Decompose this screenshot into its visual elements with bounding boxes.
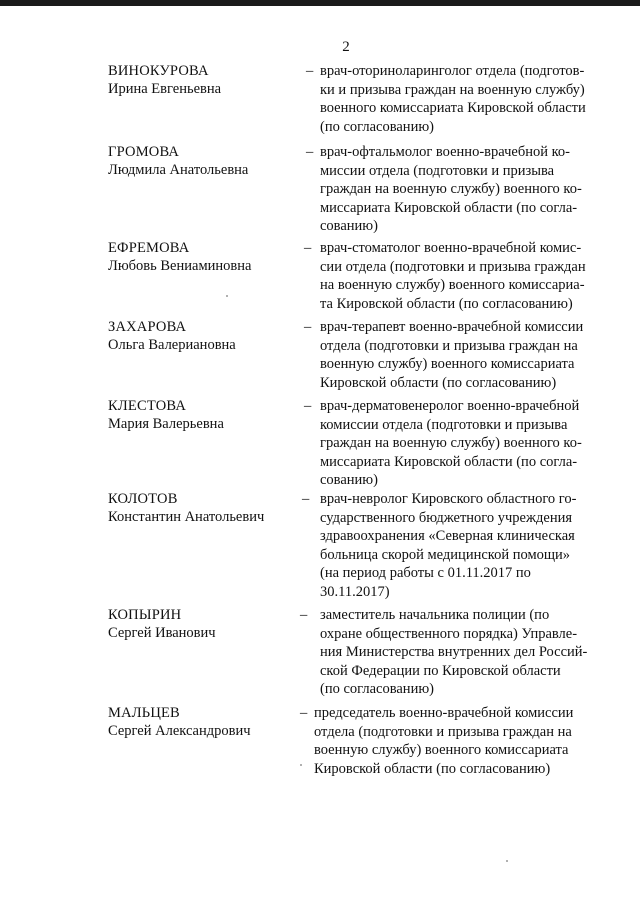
separator-dash: – (306, 144, 314, 160)
person-surname: ЗАХАРОВА (108, 319, 187, 335)
separator-dash: – (302, 491, 310, 507)
page-number: 2 (342, 39, 350, 55)
person-given-name: Людмила Анатольевна (108, 162, 249, 178)
position-description: врач-дерматовенеролог военно-врачебной комиссии отдела (подготовки и призыва граждан на военную службу) военного ко- миссариата Кировской области (по согла- сованию) (320, 398, 582, 488)
person-name (108, 318, 298, 354)
person-name (108, 62, 298, 98)
position-description: врач-стоматолог военно-врачебной комис- сии отдела (подготовки и призыва граждан на военную службу) военного комиссариа- та Кировской области (по согласованию) (320, 240, 586, 312)
list-item (108, 704, 600, 804)
position-description: врач-оториноларинголог отдела (подготов- ки и призыва граждан на военную службу) военного комиссариата Кировской области (по согласованию) (320, 63, 586, 135)
position-description: заместитель начальника полиции (по охране общественного порядка) Управле- ния Министерства внутренних дел Россий- ской Федерации по Кировской области (по согласованию) (320, 607, 588, 697)
separator-dash: – (306, 63, 314, 79)
list-item (108, 143, 600, 243)
position-description: председатель военно-врачебной комиссии отдела (подготовки и призыва граждан на военную службу) военного комиссариата Кировской области (по согласованию) (314, 705, 574, 777)
person-name (108, 490, 298, 526)
top-scan-border (0, 0, 640, 6)
list-item (108, 606, 600, 706)
position-description: врач-терапевт военно-врачебной комиссии отдела (подготовки и призыва граждан на военную службу) военного комиссариата Кировской области (по согласованию) (320, 319, 584, 391)
scan-speck (506, 860, 508, 862)
person-given-name: Константин Анатольевич (108, 509, 265, 525)
person-given-name: Сергей Александрович (108, 723, 251, 739)
separator-dash: – (304, 240, 312, 256)
person-surname: КЛЕСТОВА (108, 398, 187, 414)
person-name (108, 397, 298, 433)
person-name (108, 606, 298, 642)
person-name (108, 143, 298, 179)
scan-speck (300, 764, 302, 766)
list-item (108, 490, 600, 600)
person-surname: ВИНОКУРОВА (108, 63, 209, 79)
separator-dash: – (300, 705, 308, 721)
position-description: врач-офтальмолог военно-врачебной ко- миссии отдела (подготовки и призыва граждан на военную службу) военного ко- миссариата Кировской области (по согла- сованию) (320, 144, 582, 234)
person-given-name: Ирина Евгеньевна (108, 81, 222, 97)
person-surname: КОПЫРИН (108, 607, 182, 623)
person-surname: МАЛЬЦЕВ (108, 705, 180, 721)
person-name (108, 239, 298, 275)
person-surname: КОЛОТОВ (108, 491, 178, 507)
person-given-name: Ольга Валериановна (108, 337, 236, 353)
separator-dash: – (304, 319, 312, 335)
person-surname: ЕФРЕМОВА (108, 240, 190, 256)
separator-dash: – (300, 607, 308, 623)
position-description: врач-невролог Кировского областного го- сударственного бюджетного учреждения здравоохранения «Северная клиническая больница скорой медицинской помощи» (на период работы с 01.11.2017 по 30.11.2017) (320, 491, 577, 600)
person-given-name: Сергей Иванович (108, 625, 216, 641)
person-given-name: Любовь Вениаминовна (108, 258, 252, 274)
scan-speck (226, 295, 228, 297)
list-item (108, 397, 600, 497)
person-name (108, 704, 298, 740)
person-surname: ГРОМОВА (108, 144, 180, 160)
person-given-name: Мария Валерьевна (108, 416, 224, 432)
separator-dash: – (304, 398, 312, 414)
